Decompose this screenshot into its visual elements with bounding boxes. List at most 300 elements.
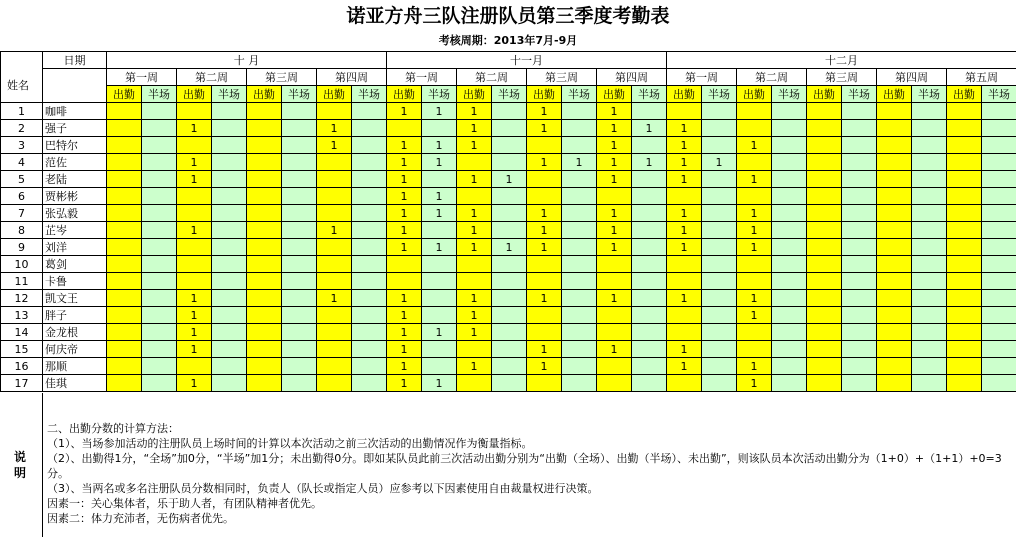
- half-cell: [212, 154, 247, 171]
- attend-cell: 1: [527, 120, 562, 137]
- attend-cell: [247, 154, 282, 171]
- week-header-row: [1, 69, 1016, 86]
- half-cell: [352, 188, 387, 205]
- member-name: 刘洋: [43, 239, 107, 256]
- attend-cell: [877, 171, 912, 188]
- half-cell: 1: [632, 154, 667, 171]
- half-cell: [632, 324, 667, 341]
- attend-cell: 1: [737, 222, 772, 239]
- attend-header: 出勤: [877, 86, 912, 103]
- attend-cell: [737, 256, 772, 273]
- half-cell: [282, 137, 317, 154]
- attend-cell: [947, 256, 982, 273]
- attend-cell: [877, 154, 912, 171]
- half-cell: [422, 256, 457, 273]
- attend-cell: 1: [387, 205, 422, 222]
- attend-cell: [177, 205, 212, 222]
- attend-cell: [247, 256, 282, 273]
- half-cell: [142, 358, 177, 375]
- half-cell: [352, 358, 387, 375]
- attend-cell: [877, 256, 912, 273]
- attend-cell: 1: [597, 341, 632, 358]
- attend-cell: [597, 188, 632, 205]
- attend-cell: [737, 120, 772, 137]
- half-cell: [142, 307, 177, 324]
- attend-cell: [247, 188, 282, 205]
- half-cell: [562, 341, 597, 358]
- attend-cell: 1: [387, 171, 422, 188]
- half-header: 半场: [352, 86, 387, 103]
- half-cell: [352, 307, 387, 324]
- half-cell: [282, 205, 317, 222]
- attend-cell: [107, 205, 142, 222]
- attend-cell: 1: [457, 324, 492, 341]
- attend-cell: [247, 358, 282, 375]
- attend-cell: [317, 171, 352, 188]
- attend-cell: [247, 120, 282, 137]
- attend-cell: [807, 103, 842, 120]
- half-cell: [842, 375, 877, 392]
- attend-header: 出勤: [597, 86, 632, 103]
- attend-cell: [947, 273, 982, 290]
- half-cell: [142, 222, 177, 239]
- attend-cell: 1: [177, 290, 212, 307]
- attend-cell: [247, 273, 282, 290]
- attend-cell: [947, 358, 982, 375]
- attend-cell: [177, 188, 212, 205]
- half-cell: [982, 358, 1016, 375]
- attend-cell: 1: [457, 120, 492, 137]
- attend-cell: [877, 205, 912, 222]
- attend-cell: [317, 239, 352, 256]
- attend-cell: 1: [527, 154, 562, 171]
- table-row: [1, 273, 1016, 290]
- attend-cell: [807, 205, 842, 222]
- attend-cell: [247, 222, 282, 239]
- half-cell: [352, 273, 387, 290]
- member-number: 7: [1, 205, 43, 222]
- half-cell: [702, 324, 737, 341]
- attend-cell: [877, 273, 912, 290]
- half-cell: [632, 103, 667, 120]
- half-cell: [982, 256, 1016, 273]
- half-cell: [142, 171, 177, 188]
- half-cell: [772, 290, 807, 307]
- half-cell: [702, 341, 737, 358]
- attend-cell: [807, 188, 842, 205]
- attend-cell: [107, 307, 142, 324]
- half-cell: [912, 120, 947, 137]
- attend-cell: [737, 103, 772, 120]
- attend-cell: [107, 358, 142, 375]
- attend-cell: [877, 375, 912, 392]
- half-cell: [632, 222, 667, 239]
- week-header: 第五周: [947, 69, 1016, 86]
- attend-cell: 1: [597, 137, 632, 154]
- half-cell: [282, 103, 317, 120]
- member-name: 巴特尔: [43, 137, 107, 154]
- half-cell: [492, 290, 527, 307]
- attend-cell: [317, 324, 352, 341]
- half-cell: [632, 137, 667, 154]
- half-header: 半场: [912, 86, 947, 103]
- half-cell: 1: [422, 239, 457, 256]
- table-row: [1, 239, 1016, 256]
- half-cell: [492, 205, 527, 222]
- notes-side-text: 说明: [13, 450, 26, 480]
- attend-cell: [667, 324, 702, 341]
- attend-cell: [107, 137, 142, 154]
- table-row: [1, 358, 1016, 375]
- half-cell: [212, 103, 247, 120]
- table-row: [1, 324, 1016, 341]
- half-cell: [702, 358, 737, 375]
- attend-cell: [177, 273, 212, 290]
- half-cell: [282, 375, 317, 392]
- half-cell: [842, 205, 877, 222]
- attend-cell: [107, 290, 142, 307]
- attend-cell: [947, 171, 982, 188]
- half-cell: [912, 341, 947, 358]
- note-line: （2）、出勤得1分，“全场”加0分，“半场”加1分；未出勤得0分。即如某队员此前三次活动出勤分别为“出勤（全场）、出勤（半场）、未出勤”，则该队员本次活动出勤分为（1+0）+（1+1）+0=3分。: [47, 452, 1002, 480]
- attend-cell: [177, 103, 212, 120]
- attend-cell: 1: [667, 205, 702, 222]
- attend-cell: 1: [177, 120, 212, 137]
- attend-cell: [737, 154, 772, 171]
- attend-cell: [107, 222, 142, 239]
- attend-cell: [387, 120, 422, 137]
- attend-cell: [317, 256, 352, 273]
- half-cell: [492, 120, 527, 137]
- half-cell: [142, 256, 177, 273]
- member-number: 12: [1, 290, 43, 307]
- half-cell: [492, 188, 527, 205]
- half-cell: [492, 273, 527, 290]
- half-cell: [212, 324, 247, 341]
- member-name: 葛剑: [43, 256, 107, 273]
- half-cell: [142, 137, 177, 154]
- attend-cell: 1: [177, 154, 212, 171]
- half-cell: [842, 256, 877, 273]
- half-cell: [352, 375, 387, 392]
- attend-cell: [457, 256, 492, 273]
- half-cell: [492, 256, 527, 273]
- half-cell: [982, 341, 1016, 358]
- attend-cell: [457, 154, 492, 171]
- half-cell: [912, 290, 947, 307]
- table-row: [1, 222, 1016, 239]
- attend-cell: 1: [667, 222, 702, 239]
- attend-cell: [807, 341, 842, 358]
- member-name: 张弘毅: [43, 205, 107, 222]
- half-cell: [562, 171, 597, 188]
- half-cell: [562, 137, 597, 154]
- half-cell: [702, 205, 737, 222]
- half-cell: [772, 256, 807, 273]
- note-line: 二、出勤分数的计算方法：: [47, 422, 179, 435]
- half-cell: [562, 358, 597, 375]
- half-cell: [212, 358, 247, 375]
- attend-cell: [947, 324, 982, 341]
- attend-cell: 1: [527, 222, 562, 239]
- half-cell: [982, 120, 1016, 137]
- attend-cell: [877, 290, 912, 307]
- half-cell: [352, 171, 387, 188]
- half-cell: [352, 341, 387, 358]
- notes-section: [0, 393, 1016, 537]
- attend-cell: [667, 256, 702, 273]
- attend-cell: 1: [387, 103, 422, 120]
- attend-cell: 1: [177, 375, 212, 392]
- attend-cell: [807, 273, 842, 290]
- attend-cell: [247, 307, 282, 324]
- month-header: 十 月: [107, 52, 387, 69]
- attend-cell: [107, 375, 142, 392]
- attend-cell: 1: [177, 171, 212, 188]
- attend-cell: [527, 273, 562, 290]
- attend-cell: [177, 256, 212, 273]
- half-cell: [282, 290, 317, 307]
- attend-cell: 1: [387, 154, 422, 171]
- half-cell: [912, 256, 947, 273]
- half-header: 半场: [632, 86, 667, 103]
- half-cell: [212, 205, 247, 222]
- attend-cell: [947, 222, 982, 239]
- attend-cell: [107, 256, 142, 273]
- attend-cell: 1: [597, 154, 632, 171]
- table-row: [1, 171, 1016, 188]
- attend-cell: 1: [667, 239, 702, 256]
- half-cell: [982, 375, 1016, 392]
- attend-cell: [247, 171, 282, 188]
- attend-cell: [667, 188, 702, 205]
- half-cell: [632, 171, 667, 188]
- half-header: 半场: [492, 86, 527, 103]
- half-cell: [842, 120, 877, 137]
- half-cell: [982, 103, 1016, 120]
- half-cell: [212, 341, 247, 358]
- table-row: [1, 205, 1016, 222]
- half-cell: [982, 324, 1016, 341]
- attend-cell: [877, 307, 912, 324]
- half-cell: [702, 171, 737, 188]
- attend-cell: 1: [737, 375, 772, 392]
- attend-cell: [947, 154, 982, 171]
- half-cell: [702, 307, 737, 324]
- attend-cell: [807, 324, 842, 341]
- half-cell: [772, 103, 807, 120]
- half-cell: [632, 188, 667, 205]
- attend-cell: 1: [667, 120, 702, 137]
- attend-cell: [807, 307, 842, 324]
- half-cell: [842, 324, 877, 341]
- attend-cell: 1: [667, 137, 702, 154]
- attend-cell: [387, 256, 422, 273]
- attend-cell: [317, 154, 352, 171]
- half-cell: [772, 222, 807, 239]
- half-cell: [212, 273, 247, 290]
- attend-header: 出勤: [247, 86, 282, 103]
- half-cell: [562, 324, 597, 341]
- attend-cell: [947, 375, 982, 392]
- attend-header: 出勤: [317, 86, 352, 103]
- week-header: 第三周: [807, 69, 877, 86]
- half-cell: [982, 205, 1016, 222]
- attend-cell: [667, 307, 702, 324]
- attend-header: 出勤: [177, 86, 212, 103]
- member-number: 14: [1, 324, 43, 341]
- half-cell: [562, 222, 597, 239]
- half-cell: [702, 256, 737, 273]
- note-line: （3）、当两名或多名注册队员分数相同时，负责人（队长或指定人员）应参考以下因素使用自由裁量权进行决策。: [47, 482, 599, 495]
- attend-cell: [947, 137, 982, 154]
- half-cell: [912, 154, 947, 171]
- attend-cell: 1: [527, 239, 562, 256]
- attend-header: 出勤: [527, 86, 562, 103]
- table-row: [1, 103, 1016, 120]
- attend-cell: [877, 341, 912, 358]
- attend-cell: [947, 120, 982, 137]
- half-cell: [352, 154, 387, 171]
- attend-cell: 1: [667, 341, 702, 358]
- half-cell: [632, 205, 667, 222]
- half-cell: [702, 120, 737, 137]
- half-cell: [212, 120, 247, 137]
- half-cell: [702, 188, 737, 205]
- attend-cell: 1: [387, 358, 422, 375]
- attend-cell: 1: [387, 307, 422, 324]
- member-number: 9: [1, 239, 43, 256]
- attend-cell: 1: [317, 290, 352, 307]
- half-cell: [492, 137, 527, 154]
- attend-cell: [107, 120, 142, 137]
- attend-cell: [877, 188, 912, 205]
- half-cell: [632, 375, 667, 392]
- half-cell: [282, 273, 317, 290]
- attend-header: 出勤: [667, 86, 702, 103]
- table-row: [1, 188, 1016, 205]
- half-cell: [912, 205, 947, 222]
- half-header: 半场: [212, 86, 247, 103]
- attend-cell: [457, 188, 492, 205]
- half-cell: [492, 222, 527, 239]
- half-cell: [282, 120, 317, 137]
- attend-cell: 1: [597, 103, 632, 120]
- month-header-row: [1, 52, 1016, 69]
- half-cell: [982, 154, 1016, 171]
- half-cell: [632, 239, 667, 256]
- attend-cell: 1: [177, 222, 212, 239]
- half-cell: [982, 273, 1016, 290]
- member-name: 芷岑: [43, 222, 107, 239]
- attend-cell: [807, 154, 842, 171]
- half-cell: [982, 171, 1016, 188]
- attend-header: 出勤: [947, 86, 982, 103]
- attend-cell: [177, 239, 212, 256]
- attend-cell: 1: [597, 222, 632, 239]
- half-cell: [282, 324, 317, 341]
- attend-cell: [247, 239, 282, 256]
- half-cell: [982, 137, 1016, 154]
- attend-cell: [807, 171, 842, 188]
- date-header-label: 日期: [63, 53, 86, 67]
- half-header: 半场: [772, 86, 807, 103]
- half-cell: [352, 120, 387, 137]
- half-cell: [982, 222, 1016, 239]
- attend-cell: 1: [737, 137, 772, 154]
- member-name: 强子: [43, 120, 107, 137]
- attend-cell: [597, 273, 632, 290]
- attend-cell: 1: [177, 307, 212, 324]
- attend-cell: [107, 341, 142, 358]
- attend-header: 出勤: [457, 86, 492, 103]
- attend-cell: 1: [597, 120, 632, 137]
- attend-cell: [947, 239, 982, 256]
- half-cell: [772, 205, 807, 222]
- half-cell: [912, 273, 947, 290]
- half-cell: [912, 239, 947, 256]
- half-cell: [212, 256, 247, 273]
- sheet-title: 诺亚方舟三队注册队员第三季度考勤表: [346, 5, 670, 27]
- attend-cell: [107, 171, 142, 188]
- month-header: 十一月: [387, 52, 667, 69]
- half-cell: [772, 375, 807, 392]
- attend-cell: [597, 324, 632, 341]
- half-header: 半场: [842, 86, 877, 103]
- week-header: 第三周: [527, 69, 597, 86]
- attend-header: 出勤: [737, 86, 772, 103]
- attend-cell: 1: [457, 307, 492, 324]
- half-cell: [282, 171, 317, 188]
- member-number: 10: [1, 256, 43, 273]
- half-cell: [492, 358, 527, 375]
- half-cell: [142, 290, 177, 307]
- note-line: 因素一：关心集体者，乐于助人者，有团队精神者优先。: [47, 497, 322, 510]
- member-name: 老陆: [43, 171, 107, 188]
- member-name: 贾彬彬: [43, 188, 107, 205]
- half-cell: [982, 239, 1016, 256]
- attend-cell: 1: [597, 171, 632, 188]
- half-cell: 1: [422, 154, 457, 171]
- half-header: 半场: [422, 86, 457, 103]
- attend-cell: [457, 375, 492, 392]
- attend-cell: 1: [737, 205, 772, 222]
- attend-cell: [947, 290, 982, 307]
- date-header-spacer: [43, 69, 107, 103]
- half-cell: [212, 290, 247, 307]
- half-cell: [212, 239, 247, 256]
- name-header-label: 姓名: [7, 79, 29, 92]
- member-number: 4: [1, 154, 43, 171]
- attend-cell: [877, 103, 912, 120]
- half-cell: [772, 171, 807, 188]
- attend-cell: 1: [387, 222, 422, 239]
- name-header-cell: [1, 52, 43, 103]
- attend-cell: [807, 222, 842, 239]
- half-cell: [632, 256, 667, 273]
- attend-cell: [877, 222, 912, 239]
- week-header: 第三周: [247, 69, 317, 86]
- half-cell: [212, 171, 247, 188]
- half-cell: [142, 154, 177, 171]
- half-cell: [702, 239, 737, 256]
- half-cell: [772, 239, 807, 256]
- half-cell: [702, 103, 737, 120]
- date-header-cell: [43, 52, 107, 69]
- attend-cell: 1: [387, 375, 422, 392]
- member-number: 11: [1, 273, 43, 290]
- attend-cell: 1: [457, 171, 492, 188]
